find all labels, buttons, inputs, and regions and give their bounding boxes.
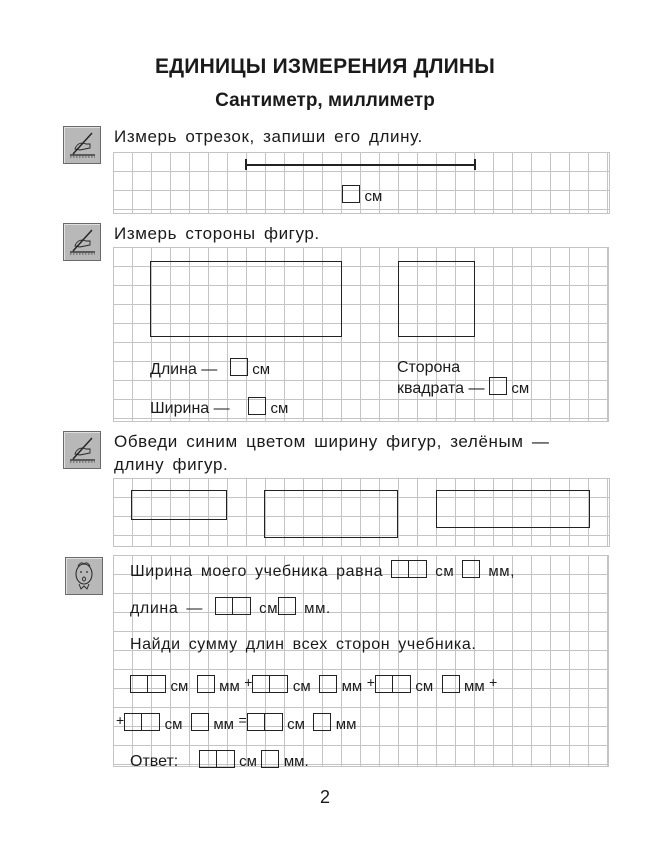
answer-line: Ответ: см мм. xyxy=(130,750,309,771)
textbook-length-line: длина — см мм. xyxy=(130,597,331,618)
rectangle-figure xyxy=(150,261,342,337)
pencil-ruler-icon xyxy=(63,223,101,261)
page-number: 2 xyxy=(319,787,330,807)
answer-cm-box[interactable] xyxy=(199,750,235,768)
page-subtitle: Сантиметр, миллиметр xyxy=(215,90,435,111)
answer-box-cm[interactable] xyxy=(342,185,360,203)
page-title: ЕДИНИЦЫ ИЗМЕРЕНИЯ ДЛИНЫ xyxy=(154,55,496,78)
side1-mm-box[interactable] xyxy=(197,675,215,693)
side1-cm-box[interactable] xyxy=(130,675,166,693)
side4-mm-box[interactable] xyxy=(191,713,209,731)
figure-rect-3[interactable] xyxy=(436,490,590,528)
width-box[interactable] xyxy=(248,397,266,415)
thinking-child-icon xyxy=(65,557,103,595)
textbook-width-line: Ширина моего учебника равна см мм, xyxy=(130,560,515,581)
width-cm-box[interactable] xyxy=(391,560,427,578)
length-mm-box[interactable] xyxy=(278,597,296,615)
total-mm-box[interactable] xyxy=(313,713,331,731)
side2-cm-box[interactable] xyxy=(252,675,288,693)
sum-line-1: см мм + см мм + см мм + xyxy=(130,674,497,696)
total-cm-box[interactable] xyxy=(247,713,283,731)
measure-segment xyxy=(246,164,475,166)
pencil-ruler-icon xyxy=(63,431,101,469)
sum-instruction: Найди сумму длин всех сторон учебника. xyxy=(130,636,477,653)
side3-mm-box[interactable] xyxy=(442,675,460,693)
side4-cm-box[interactable] xyxy=(124,713,160,731)
sum-line-2: + см мм = см мм xyxy=(116,712,357,733)
square-side-box[interactable] xyxy=(489,377,507,395)
task1-answer: см xyxy=(342,185,382,206)
square-figure xyxy=(398,261,475,337)
square-label-1: Сторона xyxy=(397,359,461,376)
segment-tick-left xyxy=(245,159,247,170)
task3-instruction-line2: длину фигур. xyxy=(114,455,229,474)
pencil-ruler-icon xyxy=(63,126,101,164)
length-box[interactable] xyxy=(230,358,248,376)
length-answer: Длина — см xyxy=(150,358,270,379)
answer-mm-box[interactable] xyxy=(261,750,279,768)
width-answer: Ширина — см xyxy=(150,397,288,418)
length-cm-box[interactable] xyxy=(215,597,251,615)
side3-cm-box[interactable] xyxy=(375,675,411,693)
task1-instruction: Измерь отрезок, запиши его длину. xyxy=(114,127,423,146)
task2-instruction: Измерь стороны фигур. xyxy=(114,224,320,243)
side2-mm-box[interactable] xyxy=(319,675,337,693)
task3-instruction-line1: Обведи синим цветом ширину фигур, зелёным — xyxy=(114,432,550,451)
segment-tick-right xyxy=(474,159,476,170)
figure-rect-1[interactable] xyxy=(131,490,227,520)
width-mm-box[interactable] xyxy=(462,560,480,578)
figure-rect-2[interactable] xyxy=(264,490,398,538)
task4-grid xyxy=(113,555,609,767)
square-answer: квадрата — см xyxy=(397,377,529,398)
